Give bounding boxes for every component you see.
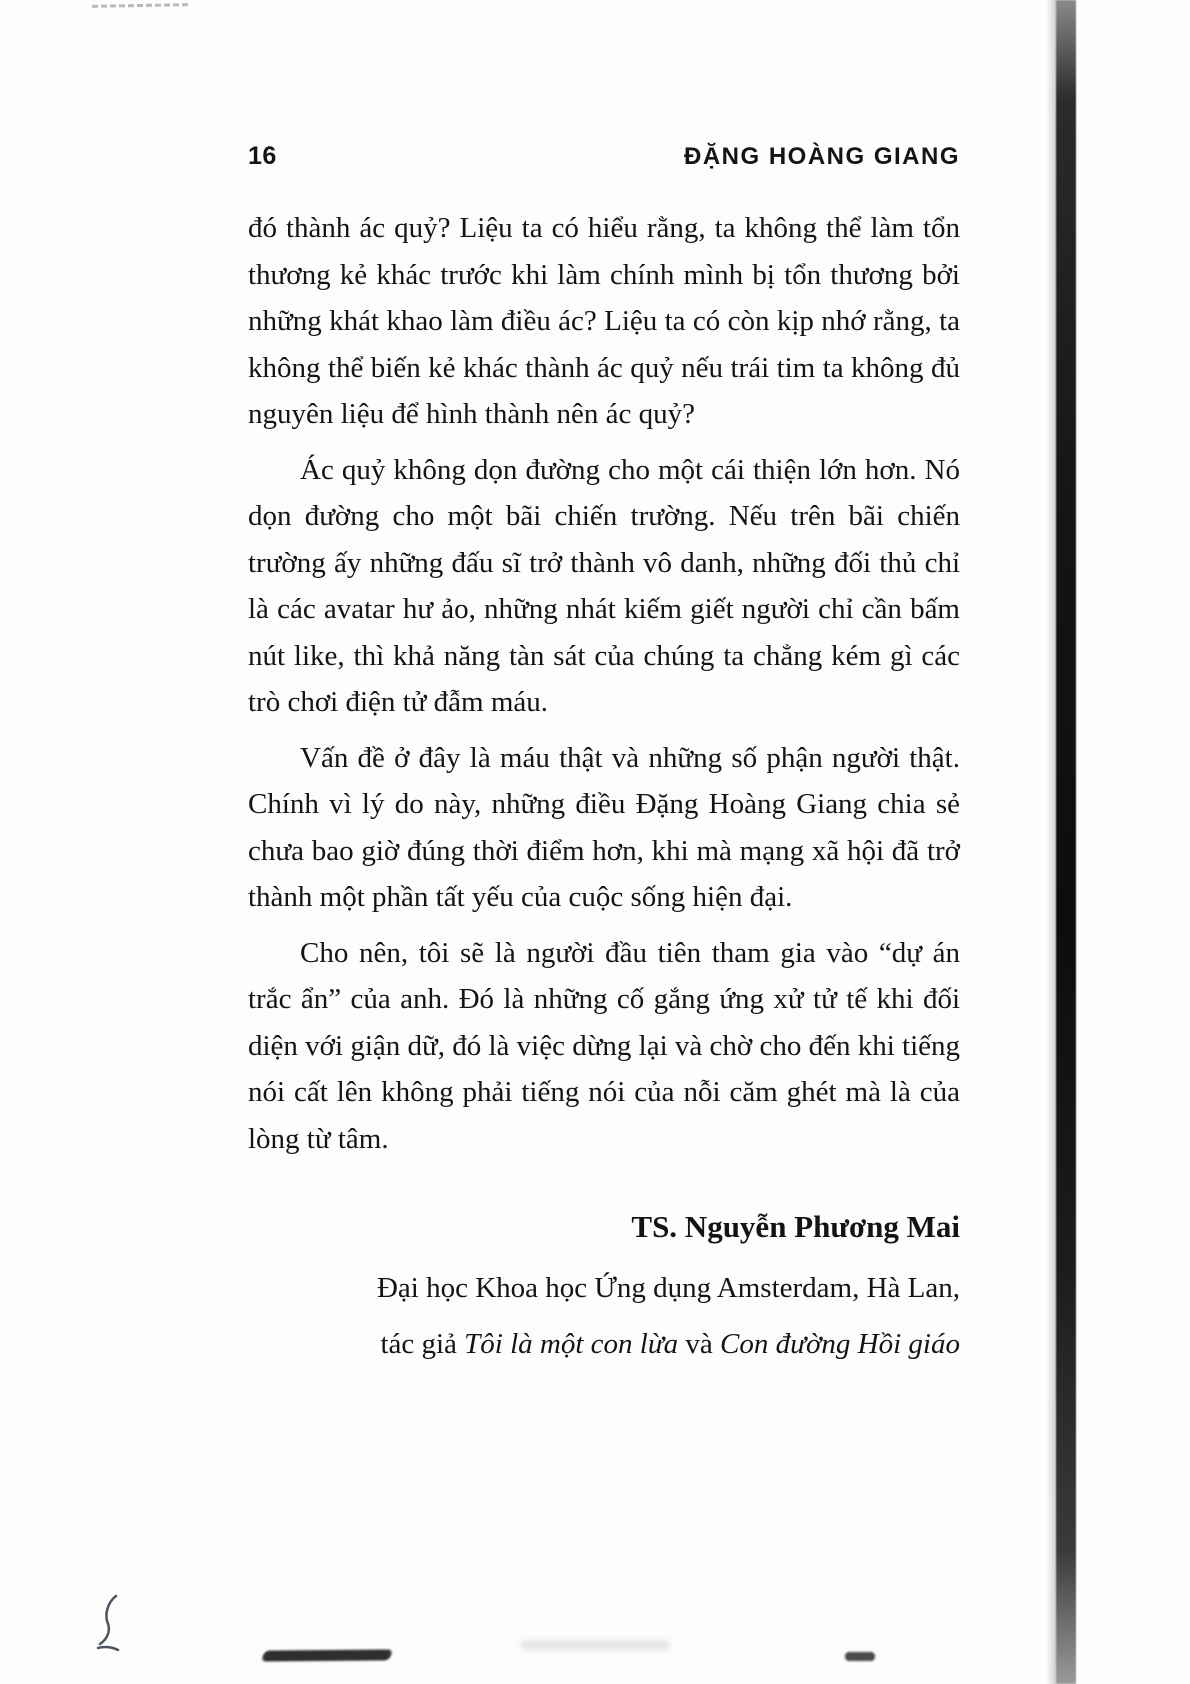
paragraph: Ác quỷ không dọn đường cho một cái thiện lớn hơn. Nó dọn đường cho một bãi chiến trường. Nếu trên bãi chiến trường ấy những đấu sĩ trở thành vô danh, những đối thủ chỉ là các avatar hư ảo, những nhát kiếm giết người chỉ cần bấm nút like, thì khả năng tàn sát của chúng ta chẳng kém gì các trò chơi điện tử đẫm máu. <box>248 453 960 718</box>
author-credit <box>248 1322 960 1366</box>
scan-artifact-top-dash <box>92 3 188 8</box>
author-affiliation: Đại học Khoa học Ứng dụng Amsterdam, Hà Lan, <box>376 1272 960 1304</box>
page-content <box>248 142 960 1366</box>
credit-connector: và <box>678 1328 721 1360</box>
paragraph: đó thành ác quỷ? Liệu ta có hiểu rằng, ta không thể làm tổn thương kẻ khác trước khi làm chính mình bị tổn thương bởi những khát khao làm điều ác? Liệu ta có còn kịp nhớ rằng, ta không thể biến kẻ khác thành ác quỷ nếu trái tim ta không đủ nguyên liệu để hình thành nên ác quỷ? <box>248 212 960 430</box>
book-title-1: Tôi là một con lừa <box>464 1328 679 1360</box>
running-header-title: ĐẶNG HOÀNG GIANG <box>684 143 960 170</box>
scan-smudge-dark <box>261 1649 393 1661</box>
page-header <box>248 142 960 171</box>
scan-edge-soft-shadow <box>1046 0 1056 1684</box>
paragraph: Vấn đề ở đây là máu thật và những số phận người thật. Chính vì lý do này, những điều Đặng Hoàng Giang chia sẻ chưa bao giờ đúng thời điểm hơn, khi mà mạng xã hội đã trở thành một phần tất yếu của cuộc sống hiện đại. <box>248 741 960 913</box>
scan-smudge-faint <box>520 1640 670 1650</box>
author-name: TS. Nguyễn Phương Mai <box>631 1209 960 1244</box>
page-number: 16 <box>248 142 277 170</box>
book-title-2: Con đường Hồi giáo <box>720 1328 960 1360</box>
scan-edge-shadow <box>1056 0 1076 1684</box>
paragraph: Cho nên, tôi sẽ là người đầu tiên tham gia vào “dự án trắc ẩn” của anh. Đó là những cố gắng ứng xử tử tế khi đối diện với giận dữ, đó là việc dừng lại và chờ cho đến khi tiếng nói cất lên không phải tiếng nói của nỗi căm ghét mà là của lòng từ tâm. <box>248 936 961 1155</box>
scan-smudge-small <box>845 1652 875 1661</box>
pen-mark-artifact <box>94 1592 144 1652</box>
body-text <box>248 205 960 1162</box>
signature-block <box>248 1204 960 1366</box>
credit-prefix: tác giả <box>380 1328 465 1360</box>
